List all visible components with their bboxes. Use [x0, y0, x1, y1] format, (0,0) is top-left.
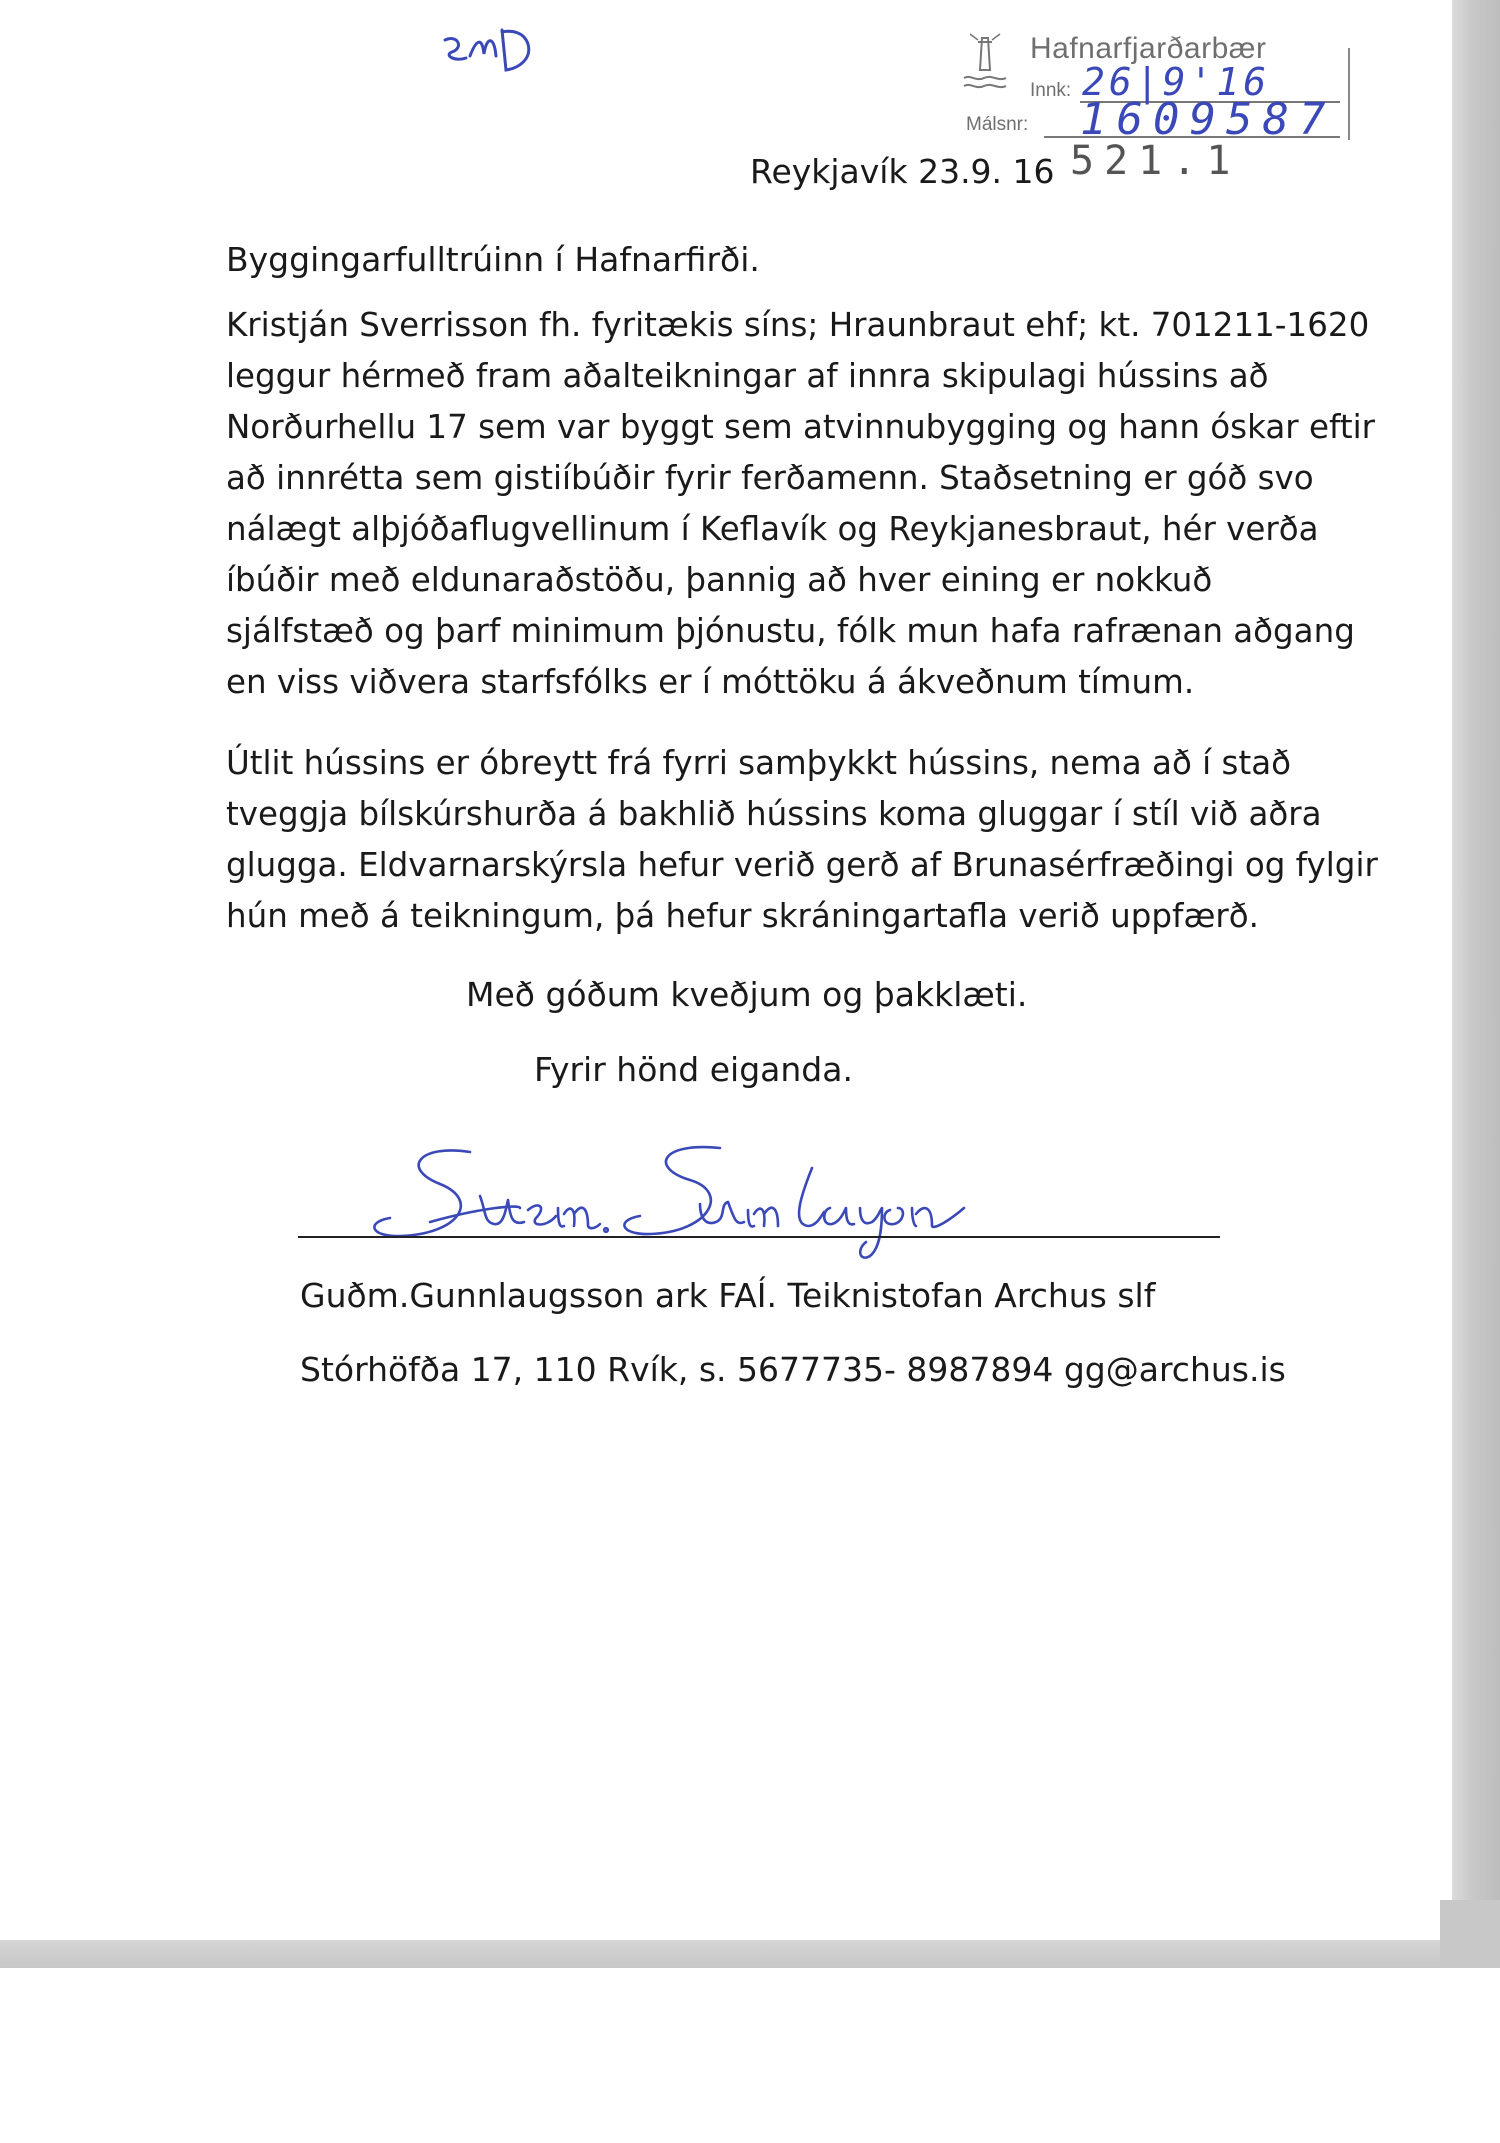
handwritten-case-ref: 521.1: [1070, 138, 1241, 184]
below-scan-area: [0, 1968, 1500, 2143]
signature-line: [298, 1236, 1220, 1238]
stamp-border: [1348, 48, 1350, 140]
paragraph-line: leggur hérmeð fram aðalteikningar af innra skipulagi hússins að: [226, 357, 1269, 395]
letter-paragraph-2: [226, 738, 1378, 942]
closing-greeting: Með góðum kveðjum og þakklæti.: [466, 975, 1028, 1014]
closing-on-behalf: Fyrir hönd eiganda.: [534, 1050, 853, 1089]
paragraph-line: Útlit hússins er óbreytt frá fyrri samþykkt hússins, nema að í stað: [226, 744, 1292, 782]
handwritten-initials: [440, 18, 550, 78]
paragraph-line: hún með á teikningum, þá hefur skráningartafla verið uppfærð.: [226, 897, 1259, 935]
signer-address: Stórhöfða 17, 110 Rvík, s. 5677735- 8987894 gg@archus.is: [300, 1350, 1286, 1389]
paragraph-line: sjálfstæð og þarf minimum þjónustu, fólk mun hafa rafrænan aðgang: [226, 612, 1355, 650]
paragraph-line: Norðurhellu 17 sem var byggt sem atvinnubygging og hann óskar eftir: [226, 408, 1375, 446]
paragraph-line: tveggja bílskúrshurða á bakhlið hússins koma gluggar í stíl við aðra: [226, 795, 1322, 833]
lighthouse-icon: [960, 32, 1010, 92]
signer-name: Guðm.Gunnlaugsson ark FAÍ. Teiknistofan Archus slf: [300, 1276, 1156, 1315]
paragraph-line: glugga. Eldvarnarskýrsla hefur verið gerð af Brunasérfræðingi og fylgir: [226, 846, 1378, 884]
letter-recipient: Byggingarfulltrúinn í Hafnarfirði.: [226, 240, 760, 279]
scan-edge-right: [1452, 0, 1500, 1968]
reception-stamp: [960, 28, 1350, 148]
paragraph-line: Kristján Sverrisson fh. fyritækis síns; Hraunbraut ehf; kt. 701211-1620: [226, 306, 1370, 344]
scan-edge-bottom: [0, 1940, 1500, 1968]
paragraph-line: nálægt alþjóðaflugvellinum í Keflavík og Reykjanesbraut, hér verða: [226, 510, 1319, 548]
stamp-innk-label: Innk:: [1030, 80, 1072, 101]
stamp-organization: Hafnarfjarðarbær: [1030, 32, 1267, 65]
stamp-innk-value: 26|9'16: [1082, 60, 1271, 104]
paragraph-line: íbúðir með eldunaraðstöðu, þannig að hver eining er nokkuð: [226, 561, 1213, 599]
paragraph-line: en viss viðvera starfsfólks er í móttöku á ákveðnum tímum.: [226, 663, 1195, 701]
handwritten-signature: [360, 1138, 1000, 1268]
stamp-malsnr-value: 1609587: [1080, 94, 1336, 145]
paragraph-line: að innrétta sem gistiíbúðir fyrir ferðamenn. Staðsetning er góð svo: [226, 459, 1314, 497]
scan-corner: [1440, 1900, 1500, 1968]
stamp-malsnr-label: Málsnr:: [966, 114, 1029, 135]
letter-date: Reykjavík 23.9. 16: [750, 152, 1055, 191]
letter-paragraph-1: [226, 300, 1375, 708]
